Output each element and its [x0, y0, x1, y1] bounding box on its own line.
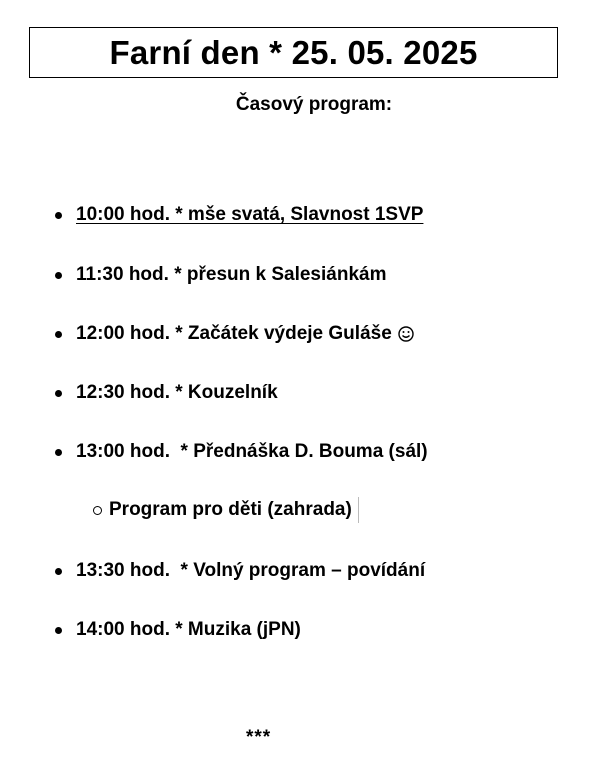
list-item-text: 12:30 hod. * Kouzelník [76, 382, 278, 403]
list-item [52, 560, 425, 582]
list-item [52, 619, 301, 641]
bullet-icon [55, 272, 62, 279]
sub-list-item [93, 497, 359, 523]
list-item-text: 10:00 hod. * mše svatá, Slavnost 1SVP [76, 204, 424, 225]
list-item [52, 264, 386, 286]
list-item [52, 323, 414, 345]
text-cursor [358, 497, 359, 523]
bullet-icon [55, 449, 62, 456]
sub-list-item-text: Program pro děti (zahrada) [109, 499, 352, 520]
bullet-icon [55, 390, 62, 397]
schedule-heading: Časový program: [235, 94, 393, 115]
smiley-face-icon [398, 326, 414, 342]
list-item-text: 13:30 hod. * Volný program – povídání [76, 560, 426, 581]
bullet-icon [55, 627, 62, 634]
list-item-text: 11:30 hod. * přesun k Salesiánkám [76, 264, 387, 285]
title-box [29, 27, 558, 78]
page-title: Farní den * 25. 05. 2025 [109, 33, 478, 71]
circle-bullet-icon [93, 506, 102, 515]
bullet-icon [55, 212, 62, 219]
footer-separator: *** [246, 727, 272, 748]
list-item [52, 204, 423, 226]
bullet-icon [55, 331, 62, 338]
list-item [52, 441, 428, 463]
list-item-text: 13:00 hod. * Přednáška D. Bouma (sál) [76, 441, 428, 462]
list-item [52, 382, 278, 404]
bullet-icon [55, 568, 62, 575]
list-item-text: 12:00 hod. * Začátek výdeje Guláše [76, 323, 392, 344]
list-item-text: 14:00 hod. * Muzika (jPN) [76, 619, 301, 640]
